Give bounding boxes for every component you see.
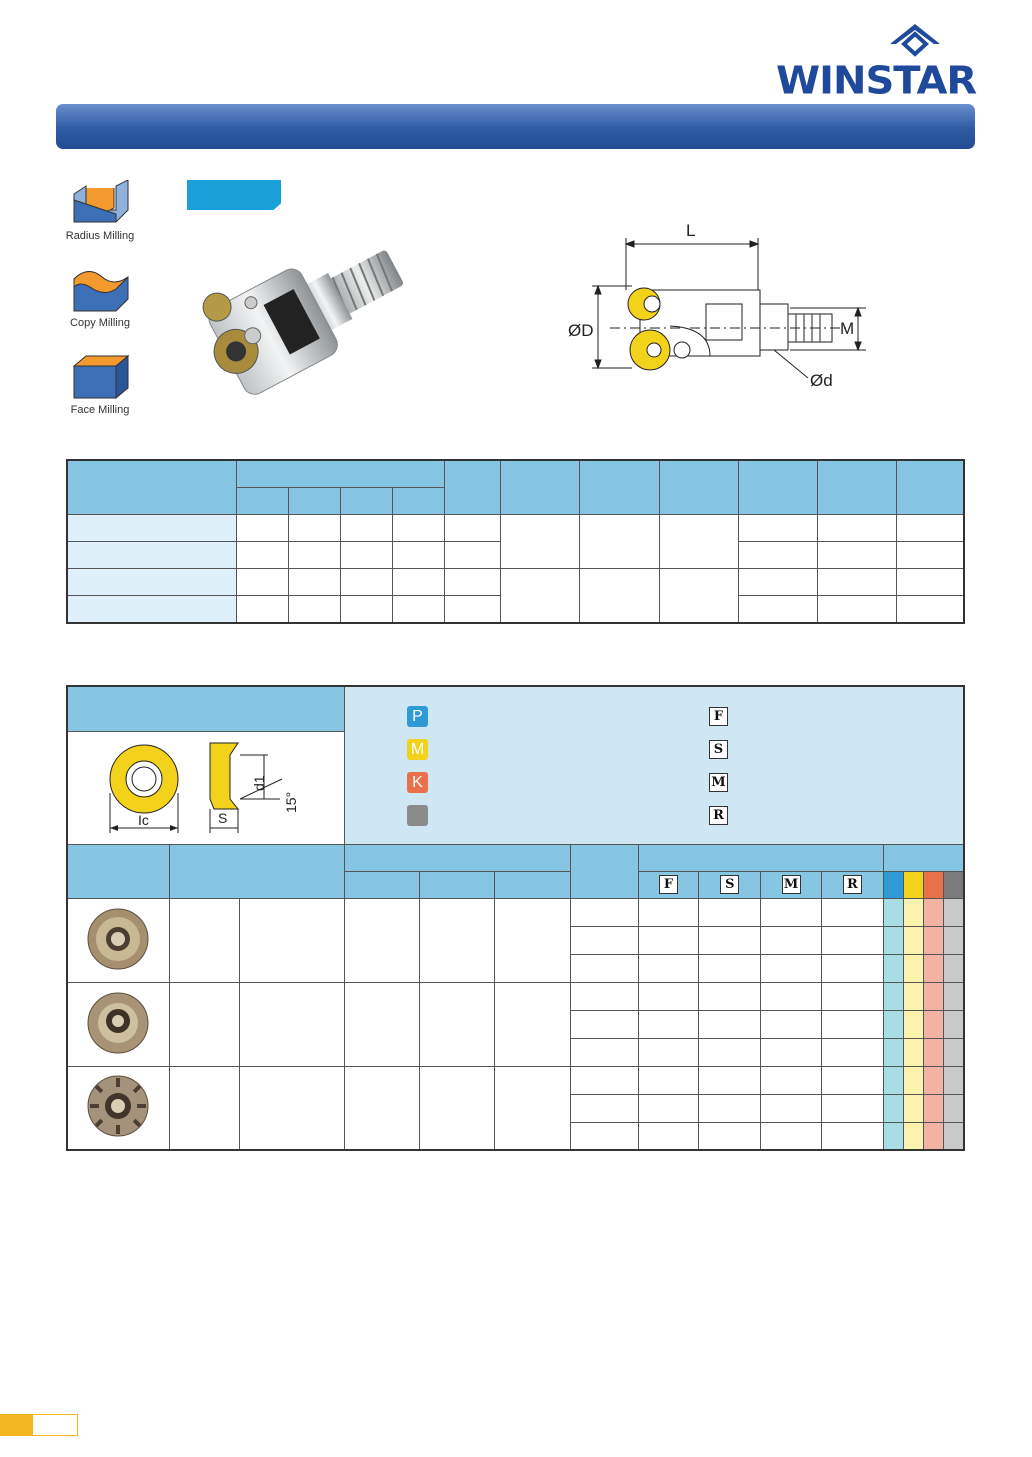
table-cell [923, 954, 943, 982]
table-cell [923, 1038, 943, 1066]
table-cell [570, 1010, 638, 1038]
condition-r-icon: R [843, 875, 862, 894]
table-cell [761, 1038, 822, 1066]
table-cell [638, 926, 699, 954]
insert-header-cell [638, 871, 699, 898]
legend-panel [345, 686, 965, 844]
material-m-swatch [903, 871, 923, 898]
table-cell [761, 926, 822, 954]
table-header-cell [660, 460, 739, 515]
table-cell [943, 898, 964, 926]
table-cell [761, 1094, 822, 1122]
series-tag [187, 180, 281, 210]
dim-l-label: L [686, 221, 696, 240]
table-cell [288, 515, 340, 542]
table-cell [883, 1066, 903, 1094]
table-cell [896, 569, 964, 596]
insert-header-cell [638, 844, 883, 871]
table-cell [660, 569, 739, 624]
table-cell [237, 596, 289, 624]
table-cell [761, 1066, 822, 1094]
table-header-cell [580, 460, 660, 515]
insert-photo-image [83, 988, 153, 1058]
table-cell [699, 926, 761, 954]
table-cell [169, 1066, 239, 1150]
table-cell [903, 982, 923, 1010]
table-cell [699, 1122, 761, 1150]
table-cell [699, 1094, 761, 1122]
material-n-badge [407, 805, 428, 826]
table-cell [699, 982, 761, 1010]
brand-logo [770, 22, 980, 102]
table-cell [638, 1010, 699, 1038]
table-cell [903, 1094, 923, 1122]
table-cell [237, 569, 289, 596]
insert-photo-cell [67, 982, 169, 1066]
table-cell [943, 954, 964, 982]
table-cell [943, 1094, 964, 1122]
dim-shank-label: Ød [810, 371, 833, 390]
table-cell [345, 1066, 420, 1150]
cutter-photo-image [200, 215, 420, 425]
insert-header-cell [419, 871, 495, 898]
condition-m-icon: M [709, 773, 728, 792]
table-header-cell [817, 460, 896, 515]
table-cell [237, 542, 289, 569]
table-cell [501, 569, 580, 624]
table-cell [699, 1010, 761, 1038]
table-cell [699, 954, 761, 982]
condition-f-icon: F [659, 875, 678, 894]
table-cell [883, 982, 903, 1010]
table-cell [495, 982, 571, 1066]
face-milling-icon [68, 352, 132, 402]
operation-label: Face Milling [70, 404, 130, 416]
material-k-swatch [923, 871, 943, 898]
insert-header-cell [699, 871, 761, 898]
table-cell [444, 515, 501, 542]
table-cell [67, 596, 237, 624]
table-header-cell [237, 488, 289, 515]
table-cell [699, 1038, 761, 1066]
page-number-tab [0, 1414, 32, 1436]
table-cell [419, 898, 495, 982]
insert-table [66, 685, 965, 1151]
insert-header-cell [883, 844, 964, 871]
table-cell [638, 1066, 699, 1094]
table-cell [699, 1066, 761, 1094]
material-m-badge: M [407, 739, 428, 760]
table-cell [288, 542, 340, 569]
table-row [67, 982, 964, 1010]
table-cell [288, 569, 340, 596]
table-cell [943, 1122, 964, 1150]
table-cell [392, 569, 444, 596]
table-cell [817, 515, 896, 542]
table-cell [288, 596, 340, 624]
s-label: S [218, 809, 228, 826]
material-n-swatch [943, 871, 964, 898]
cutter-spec-table [66, 459, 965, 624]
table-cell [169, 982, 239, 1066]
table-cell [821, 954, 883, 982]
table-cell [903, 1010, 923, 1038]
table-cell [570, 954, 638, 982]
table-cell [923, 1066, 943, 1094]
table-cell [392, 596, 444, 624]
insert-photo-image [83, 1071, 153, 1141]
table-cell [923, 1010, 943, 1038]
table-cell [570, 926, 638, 954]
table-cell [501, 515, 580, 569]
ic-label: Ic [138, 811, 149, 828]
table-cell [896, 542, 964, 569]
dim-m-label: M [840, 319, 855, 338]
table-cell [943, 1010, 964, 1038]
table-cell [67, 569, 237, 596]
table-cell [345, 898, 420, 982]
insert-diagram-cell [67, 731, 345, 844]
table-cell [570, 1038, 638, 1066]
table-header-cell [738, 460, 817, 515]
table-header-cell [288, 488, 340, 515]
table-cell [943, 982, 964, 1010]
table-cell [345, 982, 420, 1066]
table-cell [638, 1094, 699, 1122]
table-cell [903, 898, 923, 926]
table-cell [239, 1066, 344, 1150]
table-cell [638, 954, 699, 982]
table-cell [883, 1038, 903, 1066]
table-cell [419, 982, 495, 1066]
table-cell [738, 569, 817, 596]
table-cell [817, 569, 896, 596]
table-cell [340, 515, 392, 542]
table-cell [570, 1066, 638, 1094]
table-header-cell [501, 460, 580, 515]
table-cell [761, 954, 822, 982]
cutter-dimension-diagram [560, 218, 880, 398]
material-p-swatch [883, 871, 903, 898]
table-cell [821, 1010, 883, 1038]
table-cell [444, 542, 501, 569]
table-cell [761, 982, 822, 1010]
d1-label: d1 [251, 774, 267, 791]
table-cell [67, 515, 237, 542]
material-k-badge: K [407, 772, 428, 793]
table-cell [903, 954, 923, 982]
insert-header-cell [345, 844, 571, 871]
table-cell [340, 569, 392, 596]
operation-copy-milling [64, 265, 136, 329]
table-cell [883, 1094, 903, 1122]
table-header-cell [896, 460, 964, 515]
table-cell [638, 1038, 699, 1066]
table-cell [495, 1066, 571, 1150]
table-cell [237, 515, 289, 542]
condition-f-icon: F [709, 707, 728, 726]
table-cell [903, 1038, 923, 1066]
table-cell [821, 982, 883, 1010]
table-cell [660, 515, 739, 569]
table-cell [923, 1094, 943, 1122]
logo-diamond-icon [888, 22, 942, 62]
table-cell [761, 898, 822, 926]
table-row [67, 569, 964, 596]
table-cell [239, 982, 344, 1066]
insert-header-cell [821, 871, 883, 898]
insert-header-cell [169, 844, 344, 898]
table-header-cell [392, 488, 444, 515]
table-cell [495, 898, 571, 982]
table-cell [570, 1094, 638, 1122]
table-cell [392, 515, 444, 542]
table-cell [883, 954, 903, 982]
table-cell [821, 898, 883, 926]
table-cell [943, 926, 964, 954]
condition-r-icon: R [709, 806, 728, 825]
table-cell [821, 1094, 883, 1122]
table-cell [169, 898, 239, 982]
brand-name: WINSTAR [776, 59, 977, 103]
insert-header-cell [67, 686, 345, 731]
table-cell [923, 982, 943, 1010]
table-cell [340, 542, 392, 569]
insert-photo-cell [67, 1066, 169, 1150]
table-cell [943, 1066, 964, 1094]
table-cell [570, 898, 638, 926]
table-cell [638, 898, 699, 926]
insert-header-cell [345, 871, 420, 898]
operation-label: Radius Milling [65, 230, 135, 242]
table-cell [580, 515, 660, 569]
insert-photo-cell [67, 898, 169, 982]
table-cell [923, 1122, 943, 1150]
table-cell [738, 596, 817, 624]
material-p-badge: P [407, 706, 428, 727]
insert-header-cell [495, 871, 571, 898]
operation-face-milling [64, 352, 136, 416]
insert-photo-image [83, 904, 153, 974]
table-cell [738, 515, 817, 542]
table-cell [821, 1122, 883, 1150]
table-cell [883, 926, 903, 954]
table-cell [699, 898, 761, 926]
table-cell [392, 542, 444, 569]
table-cell [883, 1122, 903, 1150]
table-cell [638, 1122, 699, 1150]
table-header-cell [444, 460, 501, 515]
table-cell [903, 1122, 923, 1150]
condition-s-icon: S [720, 875, 739, 894]
table-cell [817, 542, 896, 569]
table-cell [817, 596, 896, 624]
insert-header-cell [761, 871, 822, 898]
table-header-cell [67, 460, 237, 515]
table-cell [761, 1010, 822, 1038]
table-cell [896, 596, 964, 624]
condition-m-icon: M [782, 875, 801, 894]
condition-s-icon: S [709, 740, 728, 759]
table-row [67, 515, 964, 542]
table-cell [239, 898, 344, 982]
table-cell [444, 569, 501, 596]
table-cell [570, 982, 638, 1010]
table-header-cell [340, 488, 392, 515]
table-header-cell [237, 460, 445, 488]
table-cell [923, 926, 943, 954]
angle-label: 15° [283, 791, 299, 813]
page-number-box [32, 1414, 78, 1436]
table-cell [821, 1066, 883, 1094]
insert-header-cell [67, 844, 169, 898]
table-row [67, 898, 964, 926]
title-bar [56, 104, 975, 149]
insert-geometry-diagram [68, 733, 344, 843]
radius-milling-icon [68, 180, 132, 228]
operation-radius-milling [64, 180, 136, 242]
table-cell [903, 926, 923, 954]
table-cell [896, 515, 964, 542]
table-cell [67, 542, 237, 569]
dim-d-label: ØD [568, 321, 594, 340]
insert-header-cell [570, 844, 638, 898]
table-cell [821, 926, 883, 954]
table-cell [340, 596, 392, 624]
table-cell [883, 1010, 903, 1038]
table-cell [580, 569, 660, 624]
table-row [67, 1066, 964, 1094]
table-cell [821, 1038, 883, 1066]
table-cell [943, 1038, 964, 1066]
table-cell [444, 596, 501, 624]
table-cell [903, 1066, 923, 1094]
table-cell [761, 1122, 822, 1150]
copy-milling-icon [68, 265, 132, 315]
table-cell [923, 898, 943, 926]
table-cell [738, 542, 817, 569]
table-cell [638, 982, 699, 1010]
table-cell [419, 1066, 495, 1150]
table-cell [570, 1122, 638, 1150]
table-cell [883, 898, 903, 926]
operation-label: Copy Milling [70, 317, 130, 329]
